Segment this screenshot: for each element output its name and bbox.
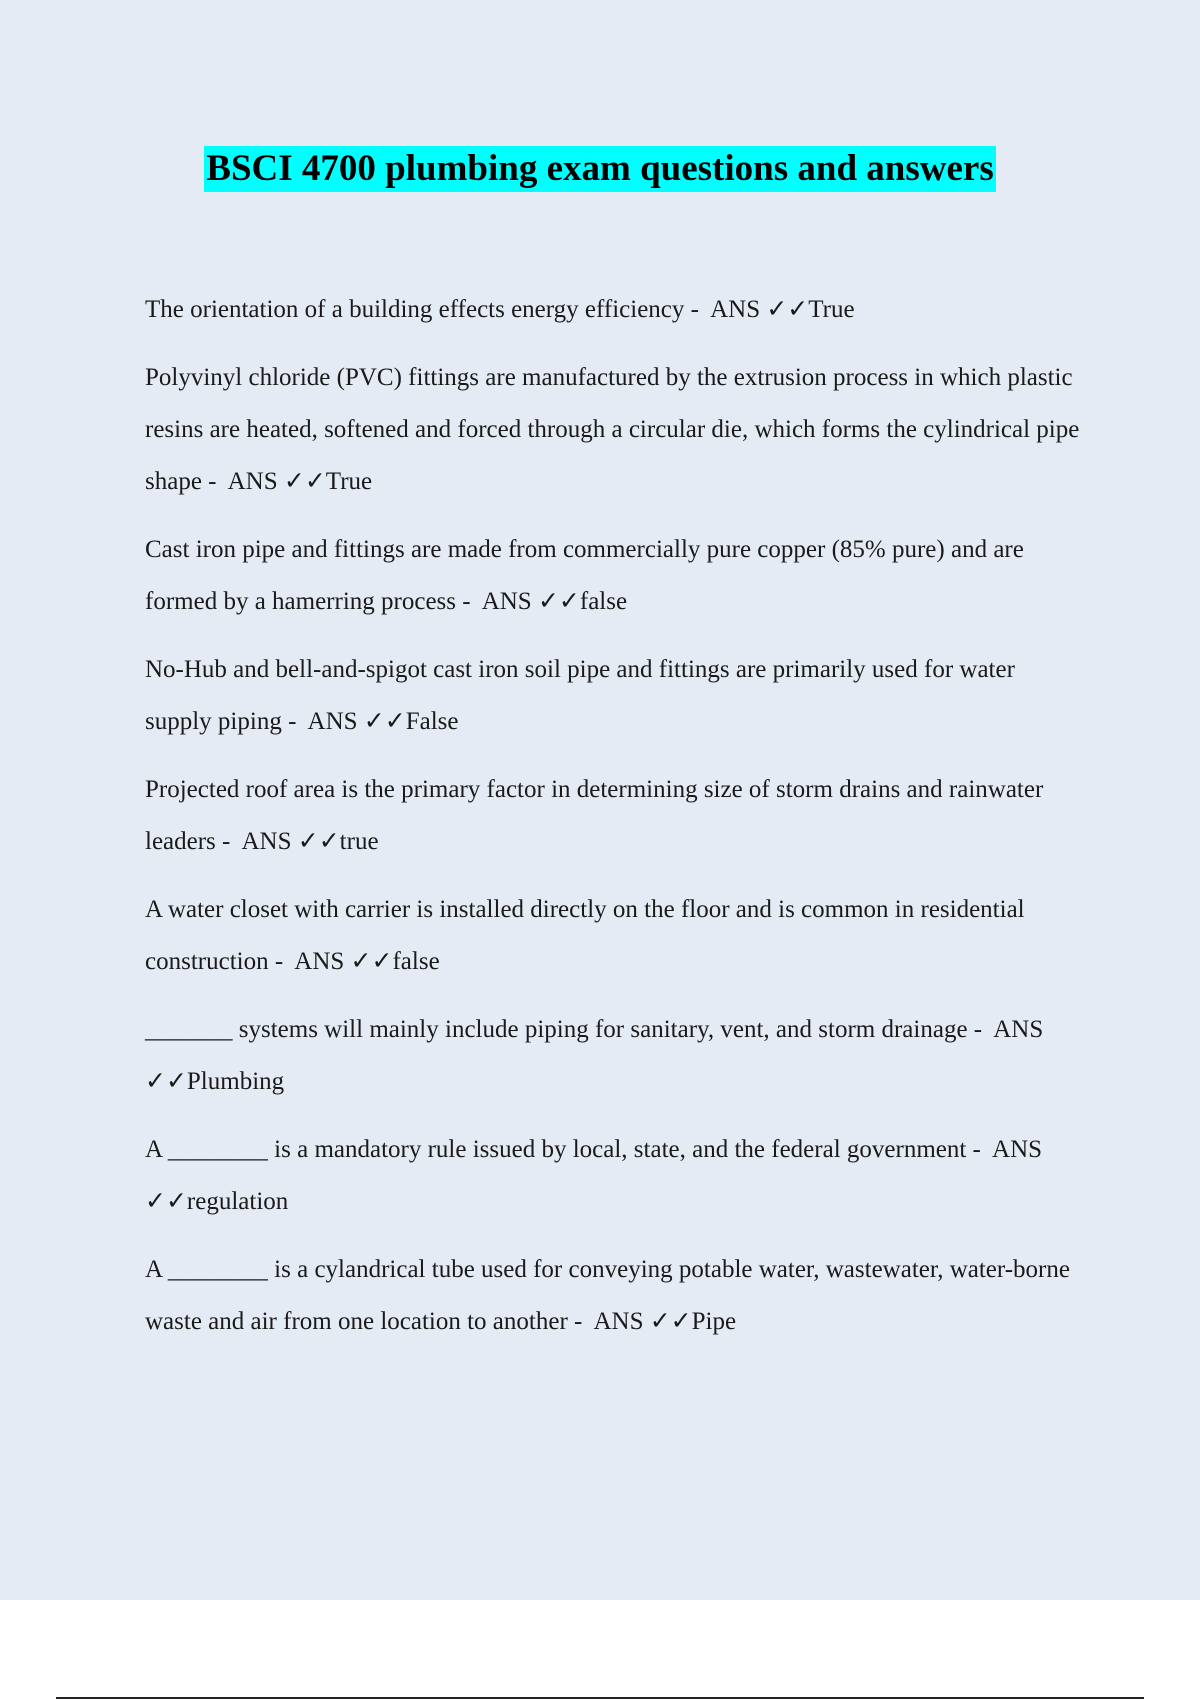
question-text: A water closet with carrier is installed directly on the floor and is common in residential construction -	[145, 896, 1025, 975]
answer-marker: ANS ✓✓	[307, 708, 406, 735]
answer-text: Pipe	[691, 1308, 737, 1335]
answer-text: False	[405, 708, 459, 735]
answer-marker: ANS ✓✓	[145, 1016, 1044, 1095]
title-container	[0, 146, 1200, 192]
answer-text: True	[325, 468, 373, 495]
answer-marker: ANS ✓✓	[710, 296, 809, 323]
qa-item	[145, 352, 1085, 508]
qa-item	[145, 1124, 1085, 1228]
answer-marker: ANS ✓✓	[241, 828, 340, 855]
answer-marker: ANS ✓✓	[145, 1136, 1043, 1215]
answer-text: Plumbing	[186, 1068, 285, 1095]
answer-text: false	[579, 588, 628, 615]
qa-item	[145, 644, 1085, 748]
answer-text: True	[808, 296, 855, 323]
answer-text: true	[339, 828, 379, 855]
question-text: _______ systems will mainly include piping for sanitary, vent, and storm drainage -	[145, 1016, 983, 1043]
question-text: A ________ is a mandatory rule issued by local, state, and the federal government -	[145, 1136, 981, 1163]
document-title: BSCI 4700 plumbing exam questions and answers	[204, 146, 995, 192]
answer-marker: ANS ✓✓	[294, 948, 393, 975]
qa-item	[145, 284, 1085, 336]
question-text: A ________ is a cylandrical tube used for conveying potable water, wastewater, water-borne waste and air from one location to another -	[145, 1256, 1070, 1335]
qa-item	[145, 884, 1085, 988]
answer-text: regulation	[186, 1188, 289, 1215]
answer-marker: ANS ✓✓	[593, 1308, 692, 1335]
question-text: The orientation of a building effects energy efficiency -	[145, 296, 699, 323]
qa-item	[145, 1244, 1085, 1348]
answer-marker: ANS ✓✓	[481, 588, 580, 615]
qa-item	[145, 524, 1085, 628]
answer-marker: ANS ✓✓	[227, 468, 326, 495]
qa-list	[145, 284, 1085, 1364]
question-text: No-Hub and bell-and-spigot cast iron soil pipe and fittings are primarily used for water supply piping -	[145, 656, 1015, 735]
question-text: Polyvinyl chloride (PVC) fittings are manufactured by the extrusion process in which plastic resins are heated, softened and forced through a circular die, which forms the cylindrical pipe shape -	[145, 364, 1080, 495]
qa-item	[145, 1004, 1085, 1108]
question-text: Cast iron pipe and fittings are made from commercially pure copper (85% pure) and are formed by a hamerring process -	[145, 536, 1024, 615]
footer-divider	[56, 1697, 1144, 1699]
question-text: Projected roof area is the primary factor in determining size of storm drains and rainwater leaders -	[145, 776, 1044, 855]
answer-text: false	[392, 948, 440, 975]
qa-item	[145, 764, 1085, 868]
